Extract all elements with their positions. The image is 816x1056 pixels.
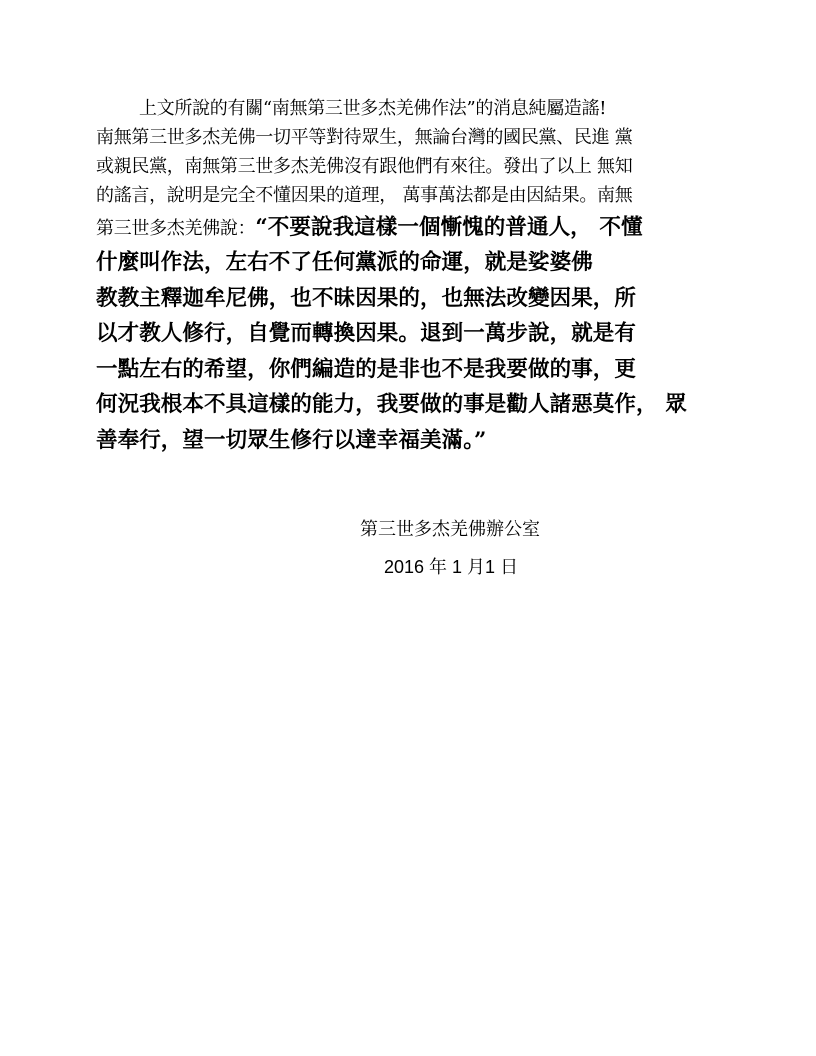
- quote-line-5: 一點左右的希望，你們編造的是非也不是我要做的事，更: [96, 356, 637, 382]
- signature-office: 第三世多杰羌佛辦公室: [360, 519, 540, 540]
- paragraph-line-3: 或親民黨，南無第三世多杰羌佛沒有跟他們有來往。發出了以上 無知: [96, 156, 633, 177]
- quote-line-2: 什麼叫作法，左右不了任何黨派的命運，就是娑婆佛: [96, 250, 593, 275]
- paragraph-line-2: 南無第三世多杰羌佛一切平等對待眾生，無論台灣的國民黨、民進 黨: [96, 127, 633, 148]
- statement-body: [96, 94, 756, 458]
- paragraph-line-4: 的謠言，說明是完全不懂因果的道理， 萬事萬法都是由因結果。南無: [96, 185, 633, 206]
- quote-line-7: 善奉行，望一切眾生修行以達幸福美滿。”: [96, 427, 487, 453]
- quote-line-1: “不要說我這樣一個慚愧的普通人， 不懂: [255, 215, 643, 240]
- signature-date: 2016 年 1 月1 日: [384, 557, 519, 577]
- quote-intro-line: [96, 210, 756, 245]
- quote-intro-prefix: 第三世多杰羌佛說：: [96, 218, 256, 239]
- paragraph-line-1: 上文所說的有關“南無第三世多杰羌佛作法”的消息純屬造謠!: [139, 98, 607, 119]
- quote-line-3: 教教主釋迦牟尼佛，也不昧因果的，也無法改變因果，所: [96, 285, 637, 311]
- quote-line-4: 以才教人修行，自覺而轉換因果。退到一萬步說，就是有: [96, 321, 637, 346]
- quote-line-6: 何況我根本不具這樣的能力，我要做的事是勸人諸惡莫作， 眾: [96, 392, 687, 417]
